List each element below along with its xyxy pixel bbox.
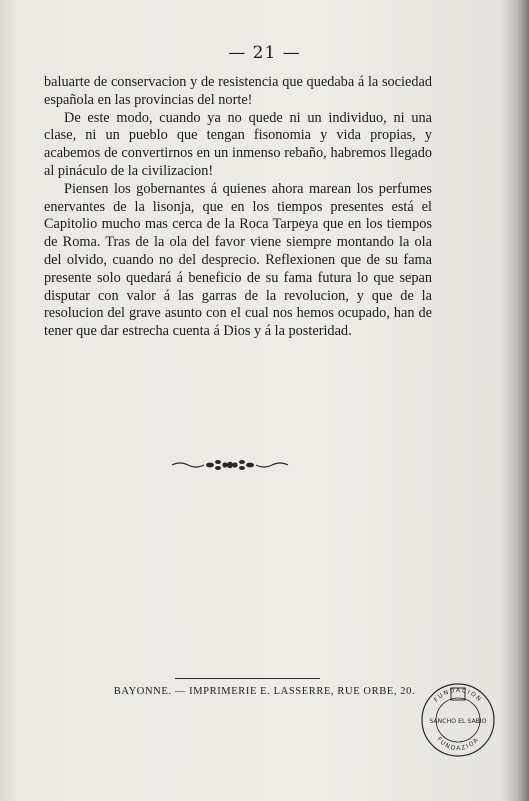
floral-ornament-divider	[170, 455, 290, 475]
imprint-rule	[175, 678, 320, 679]
svg-text:FUNDAZIOA	[435, 736, 481, 752]
body-text	[44, 74, 432, 341]
svg-text:FUNDACION	[433, 687, 484, 704]
paragraph-3: Piensen los gobernantes á quienes ahora marean los perfumes enervantes de la lisonja, que en los tiempos presentes está el Capitolio mucho mas cerca de la Roca Tarpeya que en los tiempos de Roma. Tras de la ola del favor viene siempre montando la ola del olvido, cuando no del desprecio. Reflexionen que de su fama presente solo quedará á beneficio de su fama futura lo que sepan disputar con valor á las garras de la revolucion, y que de la resolucion del grave asunto con el cual nos hemos ocupado, han de tener que dar estrecha cuenta á Dios y á la posteridad.	[44, 180, 432, 340]
page-number: — 21 —	[228, 43, 301, 63]
paragraph-1: baluarte de conservacion y de resistencia que quedaba á la sociedad española en las provincias del norte!	[44, 74, 432, 108]
stamp-top-arc: FUNDACION	[432, 686, 484, 704]
library-stamp	[418, 680, 498, 760]
page-edge-shadow	[501, 0, 529, 801]
stamp-center-text: SANCHO EL SABIO	[429, 718, 487, 725]
printer-imprint: BAYONNE. — IMPRIMERIE E. LASSERRE, RUE ORBE, 20.	[113, 686, 416, 697]
stamp-bottom-arc: FUNDAZIOA	[435, 735, 481, 753]
paragraph-2: De este modo, cuando ya no quede ni un individuo, ni una clase, ni un pueblo que tengan fisonomia y vida propias, y acabemos de convertirnos en un inmenso rebaño, habremos llegado al pináculo de la civilizacion!	[44, 109, 432, 179]
